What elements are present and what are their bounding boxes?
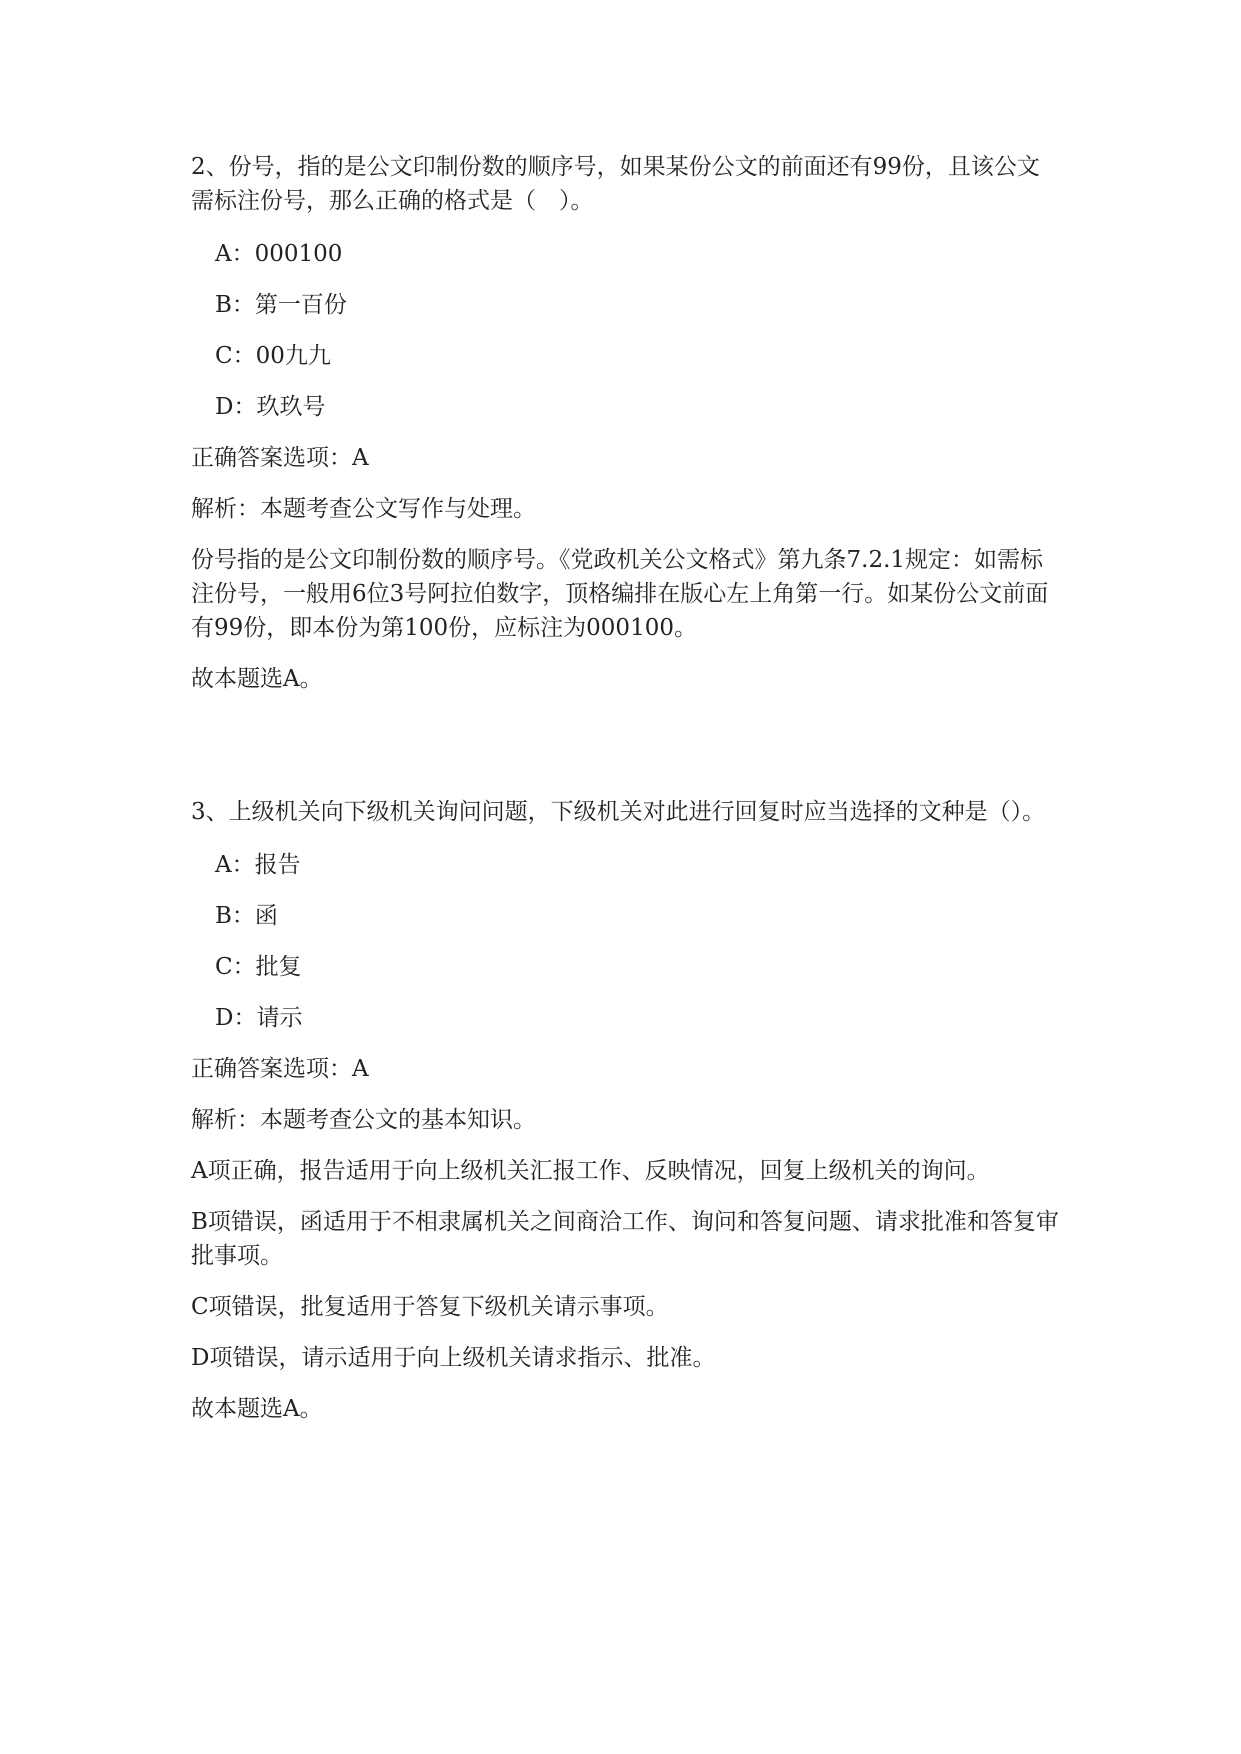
option-d: D：请示 — [215, 1005, 303, 1031]
question-2 — [191, 150, 1061, 696]
question-3 — [191, 795, 1061, 1426]
correct-answer: 正确答案选项：A — [191, 445, 369, 471]
option-c: C：批复 — [215, 954, 302, 980]
analysis-paragraph-a: A项正确，报告适用于向上级机关汇报工作、反映情况，回复上级机关的询问。 — [191, 1158, 990, 1184]
analysis-title: 解析：本题考查公文的基本知识。 — [191, 1107, 536, 1133]
conclusion: 故本题选A。 — [191, 1396, 323, 1422]
option-a: A：000100 — [215, 241, 343, 267]
question-stem: 3、上级机关向下级机关询问问题，下级机关对此进行回复时应当选择的文种是（）。 — [191, 799, 1046, 825]
analysis-paragraph: 份号指的是公文印制份数的顺序号。《党政机关公文格式》第九条7.2.1规定：如需标注份号，一般用6位3号阿拉伯数字，顶格编排在版心左上角第一行。如某份公文前面有99份，即本份为第100份，应标注为000100。 — [191, 547, 1049, 641]
option-b: B：第一百份 — [215, 292, 347, 318]
analysis-paragraph-b: B项错误，函适用于不相隶属机关之间商洽工作、询问和答复问题、请求批准和答复审批事项。 — [191, 1209, 1059, 1269]
option-a: A：报告 — [215, 852, 301, 878]
conclusion: 故本题选A。 — [191, 666, 323, 692]
option-b: B：函 — [215, 903, 278, 929]
question-stem: 2、份号，指的是公文印制份数的顺序号，如果某份公文的前面还有99份，且该公文需标注份号，那么正确的格式是（ ）。 — [191, 154, 1040, 214]
analysis-paragraph-d: D项错误，请示适用于向上级机关请求指示、批准。 — [191, 1345, 716, 1371]
correct-answer: 正确答案选项：A — [191, 1056, 369, 1082]
option-c: C：00九九 — [215, 343, 331, 369]
analysis-title: 解析：本题考查公文写作与处理。 — [191, 496, 536, 522]
option-d: D：玖玖号 — [215, 394, 326, 420]
analysis-paragraph-c: C项错误，批复适用于答复下级机关请示事项。 — [191, 1294, 669, 1320]
